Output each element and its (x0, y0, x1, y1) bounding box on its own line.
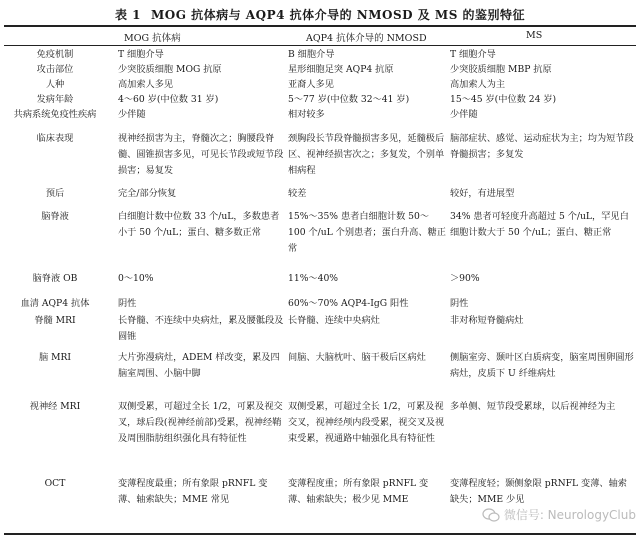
cell-nmosd: 长脊髓、连续中央病灶 (288, 315, 380, 326)
cell-nmosd: 颈胸段长节段脊髓损害多见，延髓极后区、视神经损害次之；多复发，个别单相病程 (288, 133, 445, 176)
cell-mog: 视神经损害为主，脊髓次之；胸腰段脊髓、圆锥损害多见，可见长节段或短节段损害；易复发 (118, 133, 284, 176)
cell-mog: 白细胞计数中位数 33 个/uL，多数患者小于 50 个/uL；蛋白、糖多数正常 (118, 211, 280, 238)
cell-nmosd: 11%～40% (288, 273, 339, 284)
row-label: 临床表现 (36, 133, 74, 144)
cell-ms: 少突胶质细胞 MBP 抗原 (450, 64, 552, 75)
cell-ms: 15～45 岁(中位数 24 岁) (450, 94, 557, 105)
row-label: 脊髓 MRI (34, 315, 76, 326)
wechat-icon (482, 508, 500, 522)
cell-ms: ＞90% (450, 273, 480, 284)
cell-nmosd: 间脑、大脑枕叶、脑干极后区病灶 (288, 352, 426, 363)
cell-ms: 侧脑室旁、颞叶区白质病变，脑室周围卵圆形病灶，皮质下 U 纤维病灶 (450, 352, 634, 379)
row-label: 预后 (45, 188, 65, 199)
table-number: 表 1 (114, 8, 141, 22)
row-label: 脑 MRI (38, 352, 72, 363)
cell-nmosd: 较差 (288, 188, 307, 199)
cell-mog: 少突胶质细胞 MOG 抗原 (118, 64, 222, 75)
row-label: 脑脊液 (41, 211, 69, 222)
header-mog: MOG 抗体病 (124, 33, 181, 44)
cell-mog: 高加索人多见 (118, 79, 174, 90)
cell-mog: 变薄程度最重；所有象限 pRNFL 变薄、轴索缺失；MME 常见 (118, 478, 268, 505)
cell-ms: 变薄程度轻；颞侧象限 pRNFL 变薄、轴索缺失；MME 少见 (450, 478, 627, 505)
cell-ms: 非对称短脊髓病灶 (450, 315, 524, 326)
cell-ms: 多单侧、短节段受累球，以后视神经为主 (450, 401, 616, 412)
cell-ms: 高加索人为主 (450, 79, 506, 90)
cell-ms: 34% 患者可轻度升高超过 5 个/uL，罕见白细胞计数大于 50 个/uL；蛋白、糖正常 (450, 211, 629, 238)
cell-mog: 阴性 (118, 298, 137, 309)
cell-nmosd: 5～77 岁(中位数 32～41 岁) (288, 94, 410, 105)
header-rule (4, 45, 636, 46)
cell-nmosd: 亚裔人多见 (288, 79, 334, 90)
table-title: MOG 抗体病与 AQP4 抗体介导的 NMOSD 及 MS 的鉴别特征 (150, 8, 526, 22)
cell-mog: 长脊髓、不连续中央病灶，累及腰骶段及圆锥 (118, 315, 284, 342)
row-label: 免疫机制 (36, 49, 74, 60)
cell-mog: 4～60 岁(中位数 31 岁) (118, 94, 219, 105)
header-nmosd: AQP4 抗体介导的 NMOSD (306, 33, 427, 44)
row-label: 血清 AQP4 抗体 (20, 298, 90, 309)
cell-mog: 少伴随 (118, 109, 146, 120)
cell-mog: 0～10% (118, 273, 154, 284)
cell-mog: 完全/部分恢复 (118, 188, 177, 199)
row-label: 共病系统免疫性疾病 (13, 109, 97, 120)
cell-nmosd: 双侧受累，可超过全长 1/2，可累及视交叉，视神经颅内段受累，视交叉及视束受累，视通路中轴强化具有特征性 (288, 401, 445, 444)
cell-nmosd: 星形细胞足突 AQP4 抗原 (288, 64, 394, 75)
cell-mog: T 细胞介导 (118, 49, 164, 60)
cell-nmosd: 相对较多 (288, 109, 325, 120)
row-label: OCT (44, 478, 66, 489)
cell-mog: 大片弥漫病灶，ADEM 样改变，累及四脑室周围、小脑中脚 (118, 352, 280, 379)
row-label: 脑脊液 OB (32, 273, 78, 284)
header-ms: MS (526, 30, 543, 41)
table-caption (0, 6, 640, 23)
cell-ms: 阴性 (450, 298, 469, 309)
cell-ms: T 细胞介导 (450, 49, 496, 60)
watermark (482, 506, 636, 523)
cell-nmosd: 变薄程度重；所有象限 pRNFL 变薄、轴索缺失；极少见 MME (288, 478, 429, 505)
row-label: 攻击部位 (36, 64, 74, 75)
cell-nmosd: 60%～70% AQP4-IgG 阳性 (288, 298, 409, 309)
cell-mog: 双侧受累，可超过全长 1/2，可累及视交叉，球后段(视神经前部)受累，视神经鞘及周围脂肪组织强化具有特征性 (118, 401, 283, 444)
cell-nmosd: 15%～35% 患者白细胞计数 50～100 个/uL 个别患者；蛋白升高、糖正常 (288, 211, 446, 254)
row-label: 人种 (45, 79, 65, 90)
top-rule (4, 25, 636, 27)
row-label: 视神经 MRI (29, 401, 81, 412)
cell-ms: 脑部症状、感觉、运动症状为主；均为短节段脊髓损害；多复发 (450, 133, 634, 160)
cell-nmosd: B 细胞介导 (288, 49, 335, 60)
watermark-text: 微信号: NeurologyClub (503, 508, 636, 522)
row-label: 发病年龄 (36, 94, 74, 105)
cell-ms: 少伴随 (450, 109, 478, 120)
cell-ms: 较好，有进展型 (450, 188, 515, 199)
